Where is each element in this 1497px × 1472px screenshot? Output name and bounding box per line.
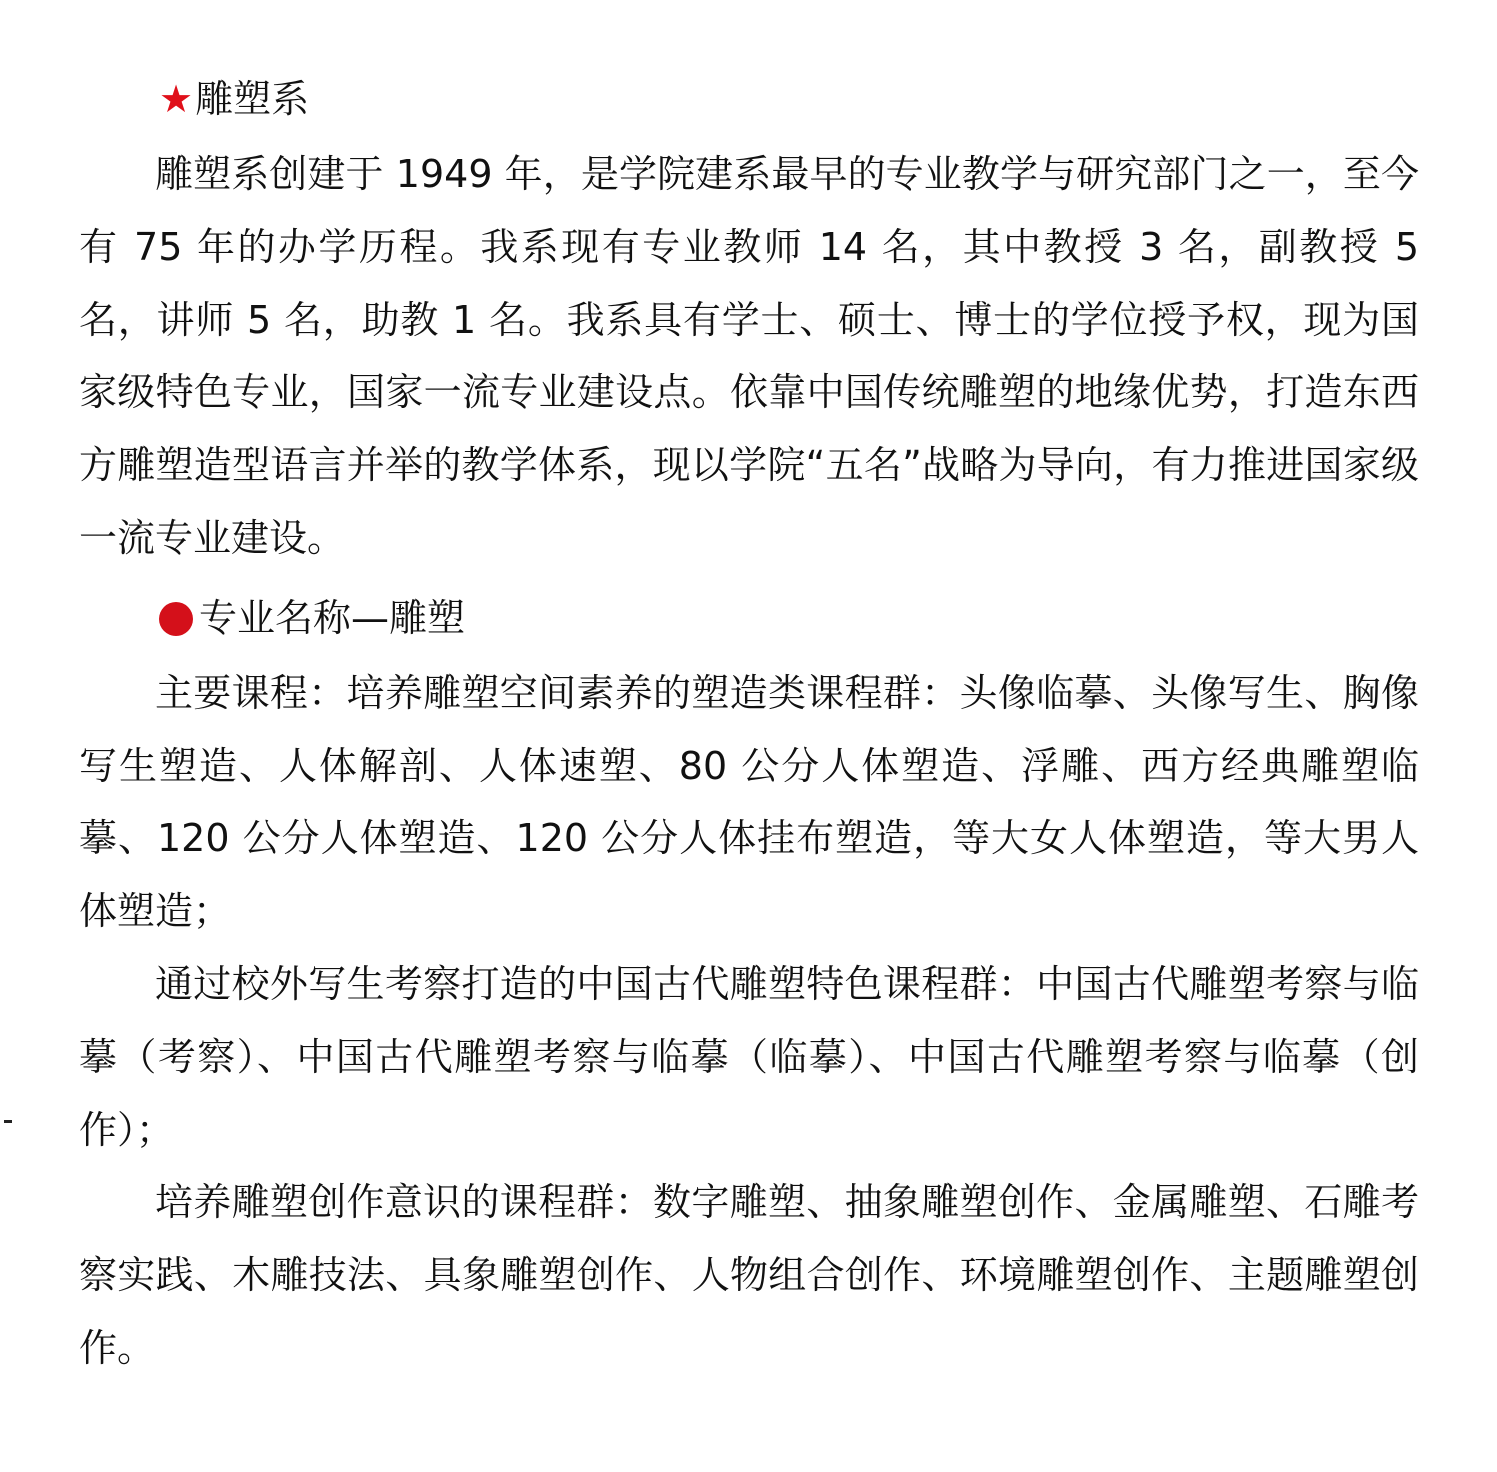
star-icon: ★	[159, 77, 194, 121]
courses-paragraph-ancient: 通过校外写生考察打造的中国古代雕塑特色课程群：中国古代雕塑考察与临摹（考察）、中国古代雕塑考察与临摹（临摹）、中国古代雕塑考察与临摹（创作）；	[79, 961, 1419, 1152]
section-heading-major	[79, 589, 1419, 647]
red-dot-icon	[159, 602, 193, 636]
section-heading-department	[79, 70, 1419, 128]
courses-paragraph-creation: 培养雕塑创作意识的课程群：数字雕塑、抽象雕塑创作、金属雕塑、石雕考察实践、木雕技法、具象雕塑创作、人物组合创作、环境雕塑创作、主题雕塑创作。	[79, 1180, 1419, 1370]
margin-mark	[4, 1120, 12, 1123]
department-intro-paragraph: 雕塑系创建于 1949 年，是学院建系最早的专业教学与研究部门之一，至今有 75 年的办学历程。我系现有专业教师 14 名，其中教授 3 名，副教授 5 名，讲师 5 名，助教 1 名。我系具有学士、硕士、博士的学位授予权，现为国家级特色专业，国家一流专业建设点。依靠中国传统雕塑的地缘优势，打造东西方雕塑造型语言并举的教学体系，现以学院“五名”战略为导向，有力推进国家级一流专业建设。	[79, 152, 1419, 560]
document-page	[79, 70, 1419, 1385]
department-title: 雕塑系	[195, 77, 310, 121]
courses-paragraph-modeling: 主要课程：培养雕塑空间素养的塑造类课程群：头像临摹、头像写生、胸像写生塑造、人体解剖、人体速塑、80 公分人体塑造、浮雕、西方经典雕塑临摹、120 公分人体塑造、120 公分人体挂布塑造，等大女人体塑造，等大男人体塑造；	[79, 670, 1419, 934]
major-title: 专业名称—雕塑	[199, 595, 466, 640]
